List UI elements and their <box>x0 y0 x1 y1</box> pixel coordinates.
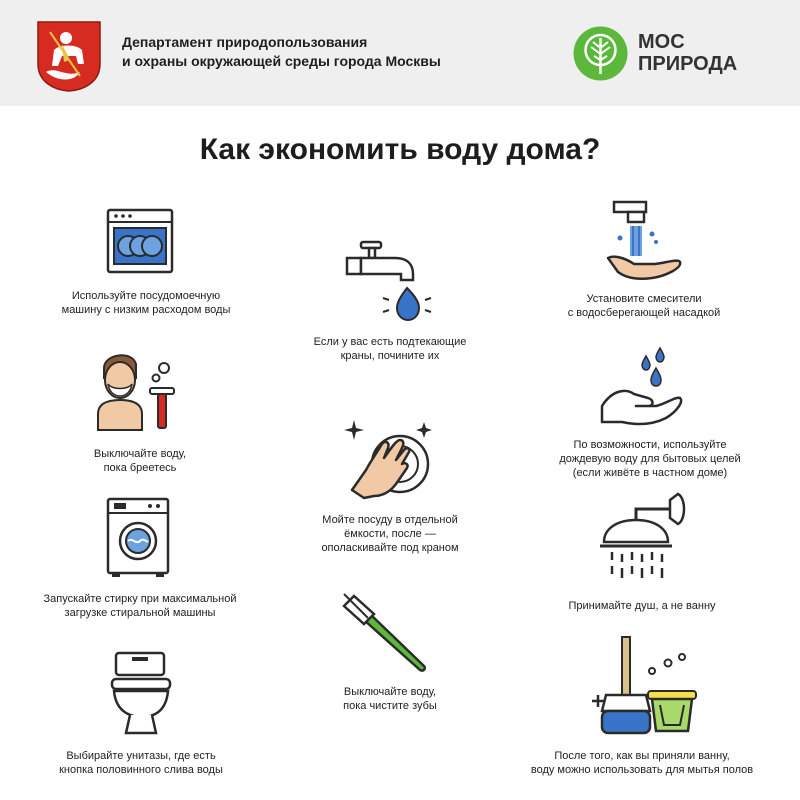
tip-toothbrush <box>260 685 520 713</box>
rain-drops-hand-icon <box>600 346 684 428</box>
toothbrush-icon <box>340 592 430 676</box>
washing-machine-icon <box>106 497 170 579</box>
mospriroda-logo-text <box>638 31 737 75</box>
tip-toilet <box>11 749 271 777</box>
shaving-man-icon <box>96 348 186 432</box>
page-title: Как экономить воду дома? <box>199 133 601 166</box>
tip-toothbrush-line: Выключайте воду, <box>343 686 437 698</box>
tip-faucet-line: Если у вас есть подтекающие <box>313 336 467 348</box>
tip-faucet-line: краны, почините их <box>340 350 440 362</box>
tip-faucet <box>260 335 520 363</box>
tip-dishes <box>260 513 520 555</box>
tip-aerator-line: Установите смесители <box>586 293 702 305</box>
leaking-faucet-icon <box>345 238 435 326</box>
department-line-2: и охраны окружающей среды города Москвы <box>122 53 441 69</box>
tip-rainwater-line: По возможности, используйте <box>573 439 727 451</box>
shower-head-icon <box>598 490 690 582</box>
mospriroda-tree-logo-icon <box>573 26 628 81</box>
aerator-faucet-hand-icon <box>606 198 682 284</box>
mop-bucket-icon <box>592 635 700 737</box>
dishwasher-icon <box>106 208 174 274</box>
tip-dishes-line: ёмкости, после — <box>344 528 436 540</box>
tip-dishwasher <box>16 289 276 317</box>
tip-shaving-line: пока бреетесь <box>103 462 177 474</box>
tip-shower-line: Принимайте душ, а не ванну <box>568 600 716 612</box>
tip-toilet-line: Выбирайте унитазы, где есть <box>66 750 216 762</box>
tip-aerator <box>514 292 774 320</box>
moscow-coat-of-arms-icon <box>36 20 102 92</box>
tip-toothbrush-line: пока чистите зубы <box>343 700 437 712</box>
tip-washing <box>10 592 270 620</box>
tip-washing-line: загрузке стиральной машины <box>64 607 216 619</box>
header-bar <box>0 0 800 106</box>
tip-dishes-line: Мойте посуду в отдельной <box>322 514 458 526</box>
tip-shaving <box>10 447 270 475</box>
tip-dishwasher-line: машину с низким расходом воды <box>61 304 231 316</box>
tip-mop-line: воду можно использовать для мытья полов <box>530 764 754 776</box>
department-name <box>122 33 441 71</box>
tip-washing-line: Запускайте стирку при максимальной <box>43 593 237 605</box>
tip-toilet-line: кнопка половинного слива воды <box>59 764 223 776</box>
tip-rainwater-line: дождевую воду для бытовых целей <box>559 453 741 465</box>
tip-shaving-line: Выключайте воду, <box>93 448 187 460</box>
tip-rainwater-line: (если живёте в частном доме) <box>572 467 728 479</box>
department-line-1: Департамент природопользования <box>122 34 368 50</box>
tip-rainwater <box>520 438 780 480</box>
tip-mop <box>512 749 772 777</box>
hand-washing-plate-icon <box>344 414 436 500</box>
logo-line-1: МОС <box>638 31 685 53</box>
tip-mop-line: После того, как вы приняли ванну, <box>554 750 730 762</box>
toilet-icon <box>108 651 176 737</box>
logo-line-2: ПРИРОДА <box>638 53 738 75</box>
tip-shower <box>512 599 772 613</box>
tip-dishwasher-line: Используйте посудомоечную <box>71 290 221 302</box>
tip-dishes-line: ополаскивайте под краном <box>321 542 459 554</box>
tip-aerator-line: с водосберегающей насадкой <box>567 307 721 319</box>
